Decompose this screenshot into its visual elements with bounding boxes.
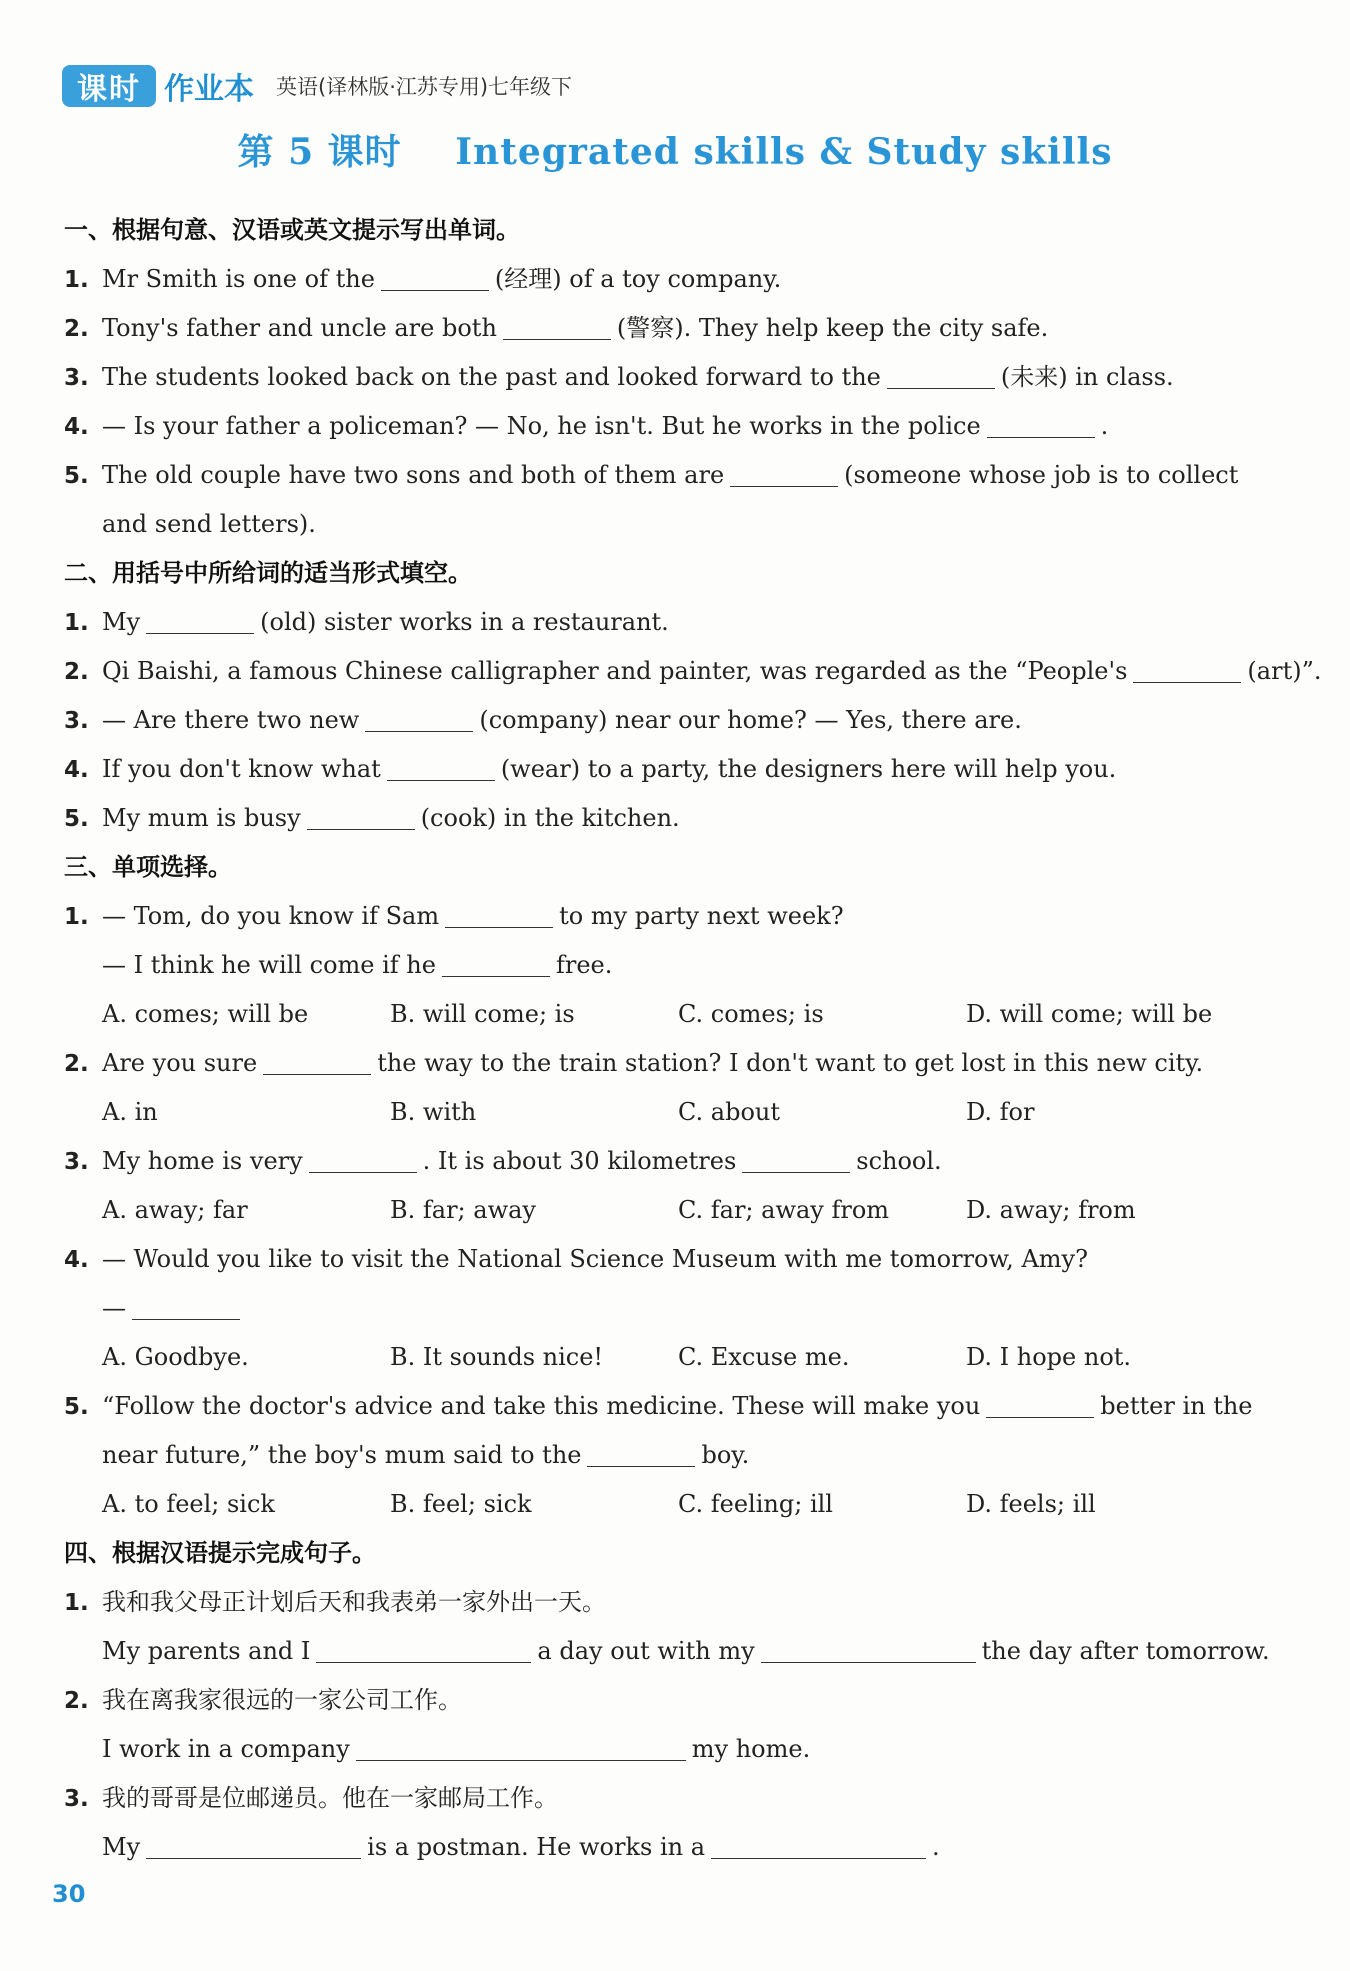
- option-b[interactable]: B. feel; sick: [390, 1490, 532, 1518]
- answer-blank[interactable]: [987, 407, 1095, 438]
- question-text: — Is your father a policeman? — No, he isn't. But he works in the police: [102, 412, 981, 440]
- option-b[interactable]: B. far; away: [390, 1196, 536, 1224]
- answer-blank[interactable]: [1133, 652, 1241, 683]
- s3-question-5-cont: [64, 1431, 1264, 1480]
- question-text: school.: [856, 1147, 942, 1175]
- section-1-title: 一、根据句意、汉语或英文提示写出单词。: [64, 216, 520, 244]
- question-number: 2.: [64, 316, 89, 342]
- question-text: Qi Baishi, a famous Chinese calligrapher and painter, was regarded as the “People's: [102, 657, 1128, 685]
- question-number: 2.: [64, 659, 89, 685]
- question-text: — Are there two new: [102, 706, 360, 734]
- option-c[interactable]: C. feeling; ill: [678, 1490, 833, 1518]
- option-c[interactable]: C. Excuse me.: [678, 1343, 850, 1371]
- s3-q1-options: [64, 990, 1264, 1039]
- answer-blank[interactable]: [711, 1828, 926, 1859]
- s3-question-3: [64, 1137, 1264, 1186]
- question-number: 1.: [64, 610, 89, 636]
- s1-question-1: [64, 255, 1264, 304]
- s3-q2-options: [64, 1088, 1264, 1137]
- question-text: My: [102, 1833, 141, 1861]
- question-text: “Follow the doctor's advice and take this medicine. These will make you: [102, 1392, 981, 1420]
- s4-question-2-en: [64, 1725, 1264, 1774]
- option-d[interactable]: D. feels; ill: [966, 1490, 1096, 1518]
- question-text: free.: [555, 951, 613, 979]
- question-text: near future,” the boy's mum said to the: [102, 1441, 582, 1469]
- question-text: My: [102, 608, 141, 636]
- question-text: Tony's father and uncle are both: [102, 314, 497, 342]
- s1-question-3: [64, 353, 1264, 402]
- question-number: 3.: [64, 1786, 89, 1812]
- question-text: .: [932, 1833, 940, 1861]
- lesson-title-en: Integrated skills & Study skills: [455, 131, 1113, 173]
- question-text: the way to the train station? I don't want to get lost in this new city.: [377, 1049, 1204, 1077]
- s1-question-5-cont: and send letters).: [102, 510, 316, 538]
- question-text: (company) near our home? — Yes, there are.: [479, 706, 1022, 734]
- answer-blank[interactable]: [730, 456, 838, 487]
- question-text: (cook) in the kitchen.: [420, 804, 680, 832]
- s2-question-5: [64, 794, 1264, 843]
- option-c[interactable]: C. about: [678, 1098, 780, 1126]
- question-text: (警察). They help keep the city safe.: [616, 314, 1049, 342]
- question-text-cn: 我和我父母正计划后天和我表弟一家外出一天。: [102, 1588, 606, 1616]
- s4-question-3-cn: [64, 1774, 1264, 1823]
- exercise-content: [64, 206, 1322, 1872]
- question-number: 2.: [64, 1688, 89, 1714]
- s2-question-4: [64, 745, 1264, 794]
- question-text: I work in a company: [102, 1735, 350, 1763]
- s3-q4-options: [64, 1333, 1264, 1382]
- answer-blank[interactable]: [307, 799, 415, 830]
- s1-question-2: [64, 304, 1264, 353]
- question-number: 5.: [64, 806, 89, 832]
- option-a[interactable]: A. away; far: [102, 1196, 248, 1224]
- answer-blank[interactable]: [309, 1142, 417, 1173]
- question-text: (someone whose job is to collect: [844, 461, 1239, 489]
- question-text: my home.: [691, 1735, 811, 1763]
- question-text: If you don't know what: [102, 755, 381, 783]
- question-text: to my party next week?: [559, 902, 844, 930]
- option-b[interactable]: B. with: [390, 1098, 477, 1126]
- question-number: 5.: [64, 1394, 89, 1420]
- answer-blank[interactable]: [503, 309, 611, 340]
- option-b[interactable]: B. It sounds nice!: [390, 1343, 604, 1371]
- answer-blank[interactable]: [356, 1730, 686, 1761]
- s3-question-1: [64, 892, 1264, 941]
- answer-blank[interactable]: [146, 603, 254, 634]
- s4-question-3-en: [64, 1823, 1264, 1872]
- option-a[interactable]: A. to feel; sick: [102, 1490, 275, 1518]
- s2-question-1: [64, 598, 1264, 647]
- book-subtitle: 英语(译林版·江苏专用)七年级下: [276, 75, 573, 99]
- answer-blank[interactable]: [263, 1044, 371, 1075]
- question-number: 4.: [64, 757, 89, 783]
- s3-q3-options: [64, 1186, 1264, 1235]
- question-text: — I think he will come if he: [102, 951, 436, 979]
- s3-question-2: [64, 1039, 1264, 1088]
- option-c[interactable]: C. comes; is: [678, 1000, 824, 1028]
- s3-q5-options: [64, 1480, 1264, 1529]
- question-number: 3.: [64, 365, 89, 391]
- question-text: The students looked back on the past and looked forward to the: [102, 363, 881, 391]
- question-text: — Would you like to visit the National Science Museum with me tomorrow, Amy?: [102, 1245, 1088, 1273]
- question-number: 4.: [64, 1247, 89, 1273]
- answer-blank[interactable]: [587, 1436, 695, 1467]
- s3-question-4-reply: [64, 1284, 1264, 1333]
- s4-question-1-en: [64, 1627, 1270, 1676]
- question-text: . It is about 30 kilometres: [422, 1147, 737, 1175]
- option-c[interactable]: C. far; away from: [678, 1196, 890, 1224]
- question-text: .: [1100, 412, 1109, 440]
- section-4-title: 四、根据汉语提示完成句子。: [64, 1539, 376, 1567]
- question-text: (old) sister works in a restaurant.: [260, 608, 669, 636]
- s3-question-1-reply: [64, 941, 1264, 990]
- brand-logo: 课时: [62, 65, 156, 107]
- question-text: My home is very: [102, 1147, 303, 1175]
- answer-blank[interactable]: [887, 358, 995, 389]
- question-text: My parents and I: [102, 1637, 311, 1665]
- answer-blank[interactable]: [442, 946, 550, 977]
- answer-blank[interactable]: [365, 701, 473, 732]
- brand-name: 作业本: [164, 72, 254, 107]
- question-text: Are you sure: [102, 1049, 258, 1077]
- question-number: 1.: [64, 904, 89, 930]
- option-d[interactable]: D. will come; will be: [966, 1000, 1213, 1028]
- section-2-title: 二、用括号中所给词的适当形式填空。: [64, 559, 472, 587]
- option-a[interactable]: A. comes; will be: [102, 1000, 309, 1028]
- option-d[interactable]: D. for: [966, 1098, 1035, 1126]
- answer-blank[interactable]: [445, 897, 553, 928]
- question-text: —: [102, 1294, 126, 1322]
- s4-question-1-cn: [64, 1578, 1264, 1627]
- s4-question-2-cn: [64, 1676, 1264, 1725]
- question-text: a day out with my: [537, 1637, 755, 1665]
- answer-blank[interactable]: [132, 1289, 240, 1320]
- question-text: the day after tomorrow.: [981, 1637, 1270, 1665]
- option-a[interactable]: A. in: [102, 1098, 158, 1126]
- option-d[interactable]: D. away; from: [966, 1196, 1136, 1224]
- question-text: (art)”.: [1247, 657, 1322, 685]
- option-b[interactable]: B. will come; is: [390, 1000, 575, 1028]
- question-text: Mr Smith is one of the: [102, 265, 375, 293]
- question-number: 3.: [64, 708, 89, 734]
- question-text-cn: 我在离我家很远的一家公司工作。: [102, 1686, 462, 1714]
- s2-question-3: [64, 696, 1264, 745]
- s1-question-5: [64, 451, 1264, 500]
- question-text: (wear) to a party, the designers here will help you.: [500, 755, 1117, 783]
- s1-question-4: [64, 402, 1264, 451]
- lesson-title: [0, 124, 1350, 175]
- question-text: (经理) of a toy company.: [494, 265, 782, 293]
- option-d[interactable]: D. I hope not.: [966, 1343, 1132, 1371]
- question-text: The old couple have two sons and both of them are: [102, 461, 725, 489]
- question-text: (未来) in class.: [1000, 363, 1174, 391]
- page-number: 30: [52, 1880, 86, 1908]
- s3-question-4: [64, 1235, 1264, 1284]
- question-number: 3.: [64, 1149, 89, 1175]
- answer-blank[interactable]: [387, 750, 495, 781]
- question-text: boy.: [701, 1441, 750, 1469]
- question-text-cn: 我的哥哥是位邮递员。他在一家邮局工作。: [102, 1784, 558, 1812]
- answer-blank[interactable]: [742, 1142, 850, 1173]
- s2-question-2: [64, 647, 1322, 696]
- answer-blank[interactable]: [381, 260, 489, 291]
- question-number: 1.: [64, 267, 89, 293]
- question-number: 1.: [64, 1590, 89, 1616]
- answer-blank[interactable]: [146, 1828, 361, 1859]
- s3-question-5: [64, 1382, 1264, 1431]
- question-number: 4.: [64, 414, 89, 440]
- question-number: 5.: [64, 463, 89, 489]
- question-text: is a postman. He works in a: [367, 1833, 706, 1861]
- question-number: 2.: [64, 1051, 89, 1077]
- section-3-title: 三、单项选择。: [64, 853, 232, 881]
- question-text: — Tom, do you know if Sam: [102, 902, 440, 930]
- option-a[interactable]: A. Goodbye.: [102, 1343, 249, 1371]
- question-text: My mum is busy: [102, 804, 301, 832]
- answer-blank[interactable]: [986, 1387, 1094, 1418]
- question-text: better in the: [1100, 1392, 1253, 1420]
- answer-blank[interactable]: [761, 1632, 976, 1663]
- answer-blank[interactable]: [316, 1632, 531, 1663]
- lesson-title-cn: 第 5 课时: [237, 131, 402, 173]
- header: [62, 64, 572, 108]
